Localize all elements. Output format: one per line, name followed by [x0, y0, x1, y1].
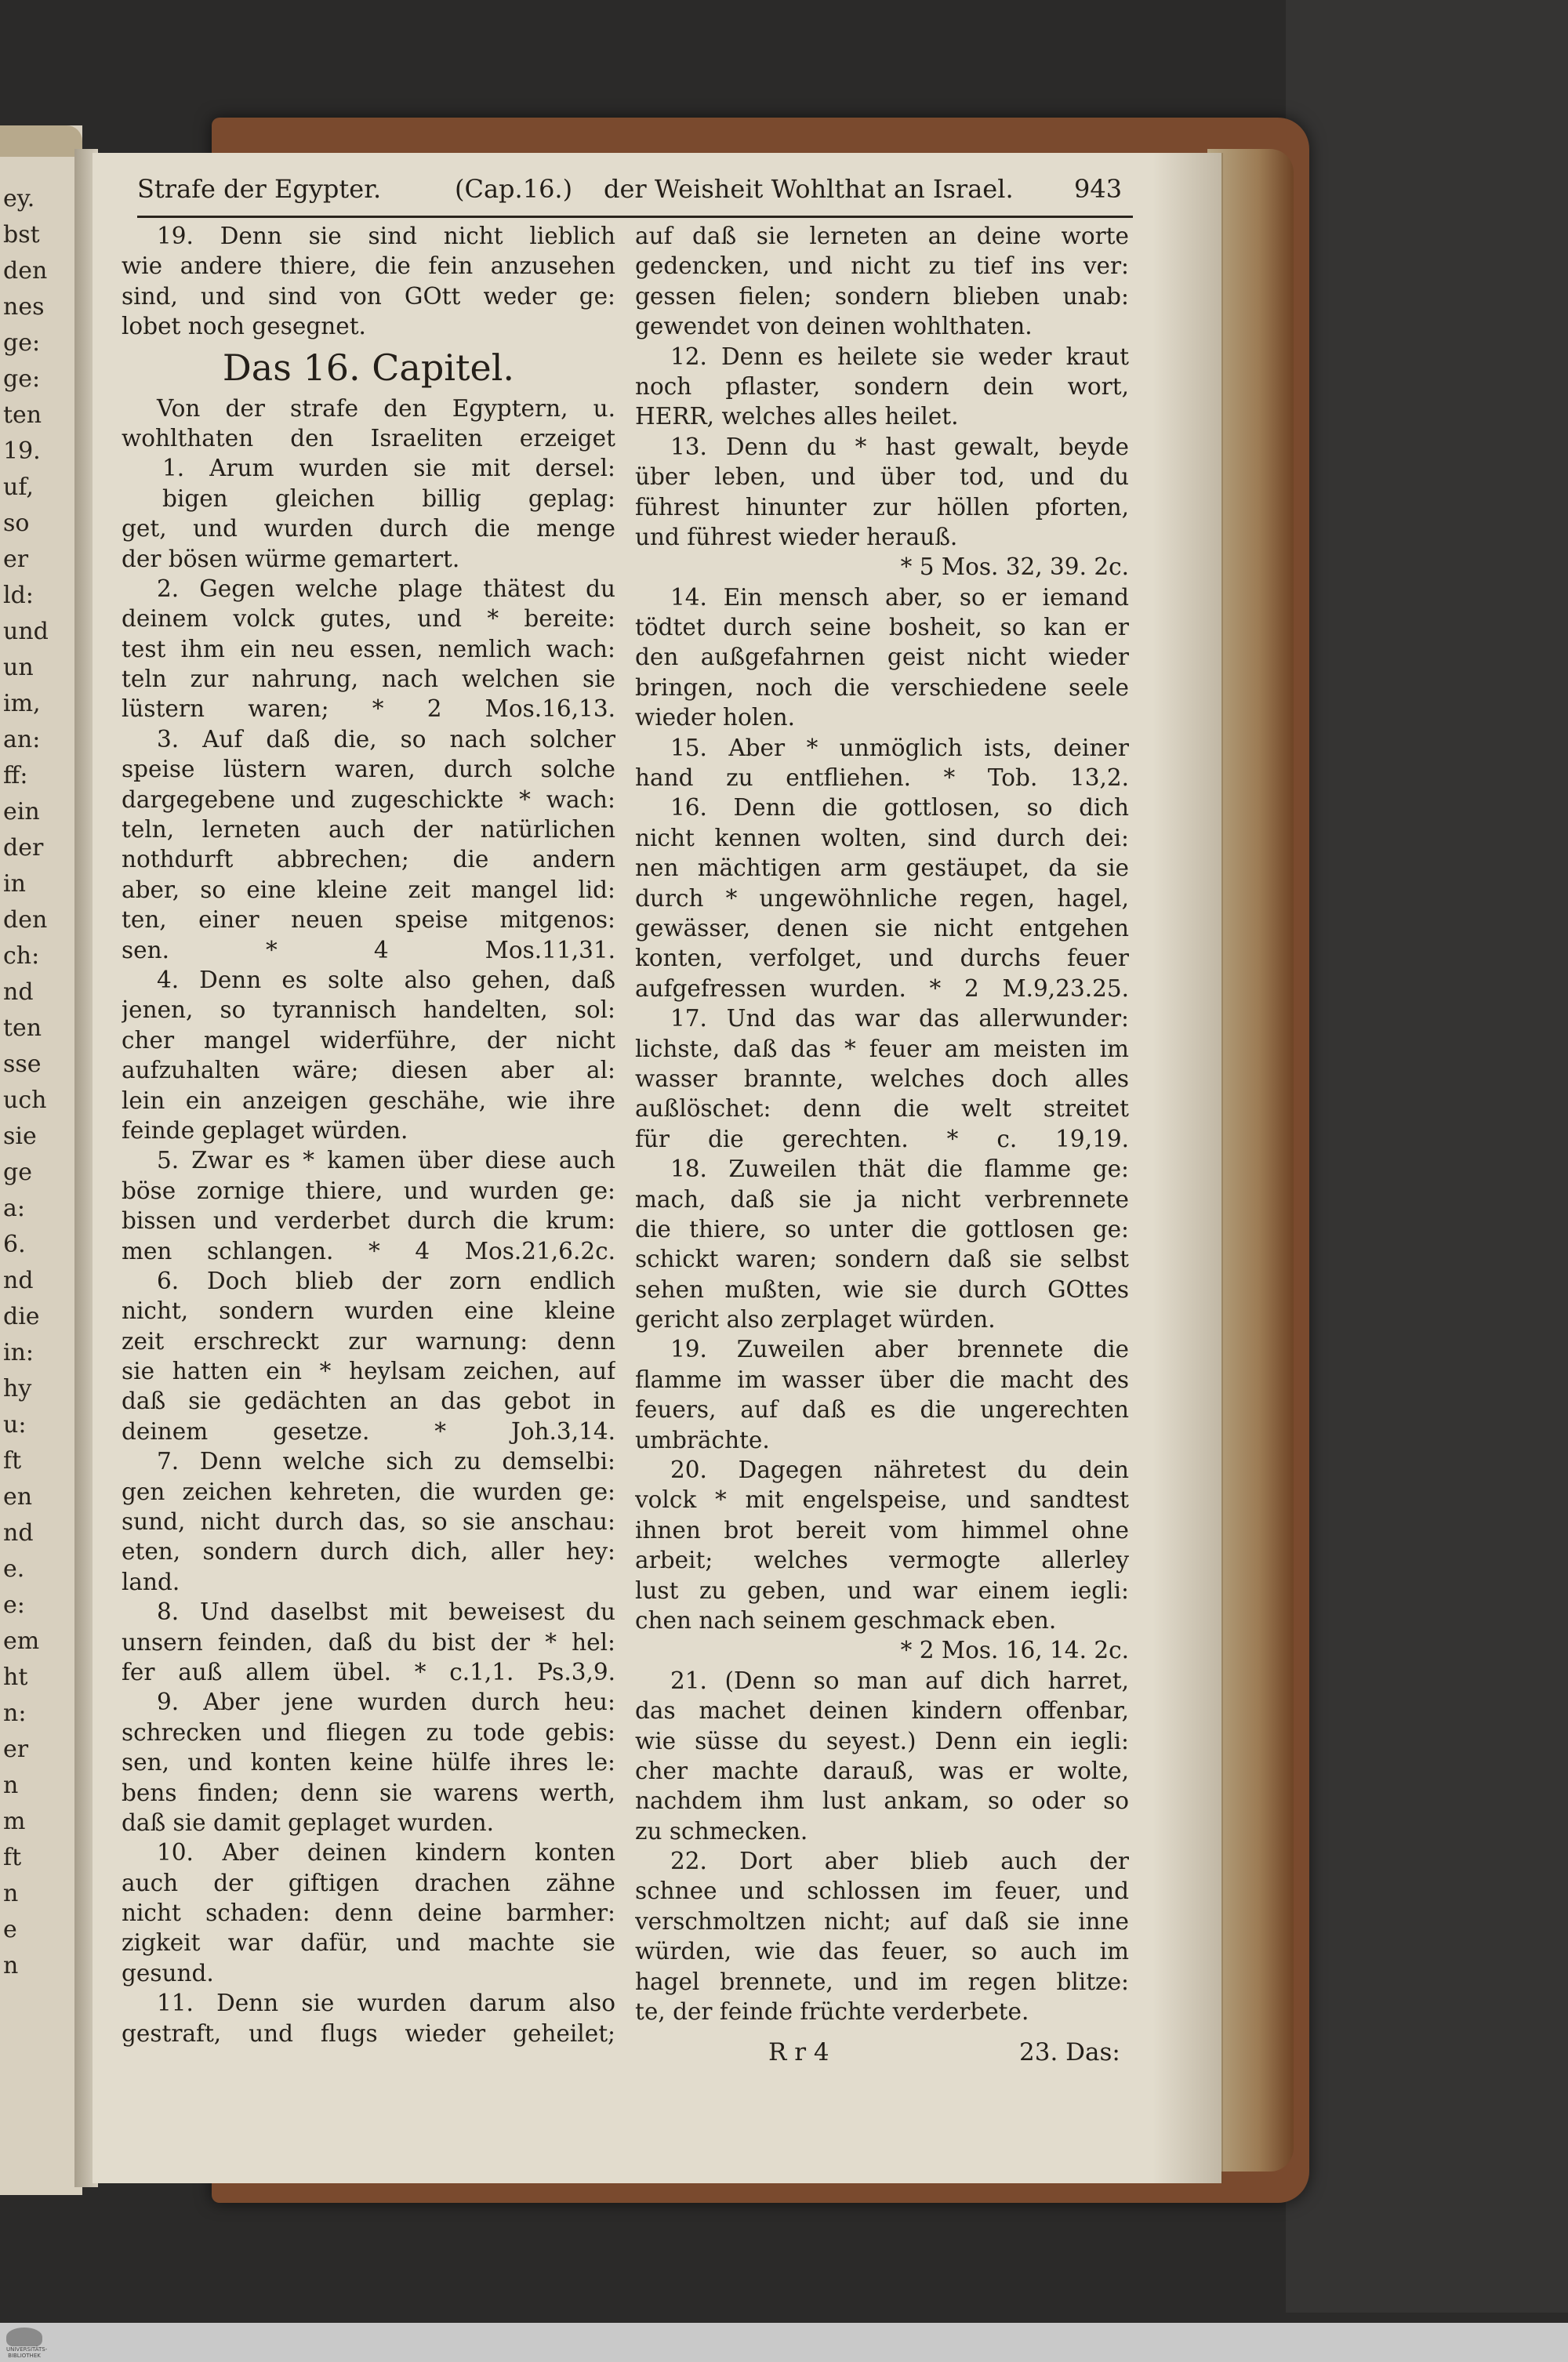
left-page-fragment: ein [3, 798, 40, 825]
left-page-fragment: en [3, 1483, 33, 1511]
text-line: das machet deinen kindern offenbar, [635, 1697, 1129, 1725]
left-page-fragment: und [3, 618, 49, 645]
text-line: deinem volck gutes, und * bereite: [122, 605, 615, 633]
text-line: bissen und verderbet durch die krum: [122, 1207, 615, 1235]
text-line: HERR, welches alles heilet. [635, 403, 959, 430]
text-line: auf daß sie lerneten an deine worte [635, 223, 1129, 249]
left-page-fragment: die [3, 1303, 40, 1330]
text-line: fer auß allem übel. * c.1,1. Ps.3,9. [122, 1658, 615, 1685]
text-line: unsern feinden, daß du bist der * hel: [122, 1628, 615, 1656]
left-page-fragment: ff: [3, 762, 28, 789]
left-page-fragment: n [3, 1772, 19, 1799]
left-page-fragment: ft [3, 1447, 22, 1475]
left-page-fragment: ey. [3, 185, 35, 212]
text-line: sen, und konten keine hülfe ihres le: [122, 1749, 615, 1776]
left-page-fragment: ten [3, 1014, 42, 1042]
text-line: gen zeichen kehreten, die wurden ge: [122, 1478, 615, 1505]
text-line: feuers, auf daß es die ungerechten [635, 1396, 1129, 1424]
text-line: deinem gesetze. * Joh.3,14. [122, 1417, 615, 1445]
right-column [635, 221, 1129, 2026]
left-page-fragment: n: [3, 1700, 27, 1727]
text-line: noch pflaster, sondern dein wort, [635, 372, 1129, 400]
text-line: speise lüstern waren, durch solche [122, 756, 615, 783]
text-line: wie andere thiere, die fein anzusehen [122, 252, 615, 280]
text-line: außlöschet: denn die welt streitet [635, 1095, 1129, 1123]
left-page-fragment: bst [3, 221, 40, 249]
page-number: 943 [1074, 174, 1123, 204]
text-line: für die gerechten. * c. 19,19. [635, 1125, 1129, 1152]
viewer-footer-bar [0, 2323, 1568, 2362]
text-line: tödtet durch seine bosheit, so kan er [635, 614, 1129, 641]
text-line: 3. Auf daß die, so nach solcher [157, 725, 615, 753]
text-line: 19. Zuweilen aber brennete die [670, 1336, 1129, 1363]
left-page-fragment: sse [3, 1050, 42, 1078]
text-line: auch der giftigen drachen zähne [122, 1869, 615, 1896]
text-line: gedencken, und nicht zu tief ins ver: [635, 252, 1129, 280]
text-line: nicht, sondern wurden eine kleine [122, 1297, 615, 1325]
left-page-fragment: ld: [3, 582, 34, 609]
left-page-fragment: er [3, 1736, 29, 1763]
left-page-fragment: uf, [3, 473, 34, 501]
header-right: der Weisheit Wohlthat an Israel. [604, 174, 1014, 204]
running-header [137, 174, 1137, 212]
text-line: 16. Denn die gottlosen, so dich [670, 794, 1129, 822]
text-line: böse zornige thiere, und wurden ge: [122, 1177, 615, 1204]
text-line: Von der strafe den Egyptern, u. [157, 394, 615, 422]
text-line: 18. Zuweilen thät die flamme ge: [670, 1156, 1129, 1183]
text-line: wohlthaten den Israeliten erzeiget [122, 424, 615, 452]
text-line: te, der feinde früchte verderbete. [635, 1998, 1029, 2026]
text-line: der bösen würme gemartert. [122, 545, 460, 572]
text-line: 13. Denn du * hast gewalt, beyde [670, 433, 1129, 460]
text-line: teln, lerneten auch der natürlichen [122, 816, 615, 844]
text-line: lein ein anzeigen geschähe, wie ihre [122, 1087, 615, 1114]
text-line: sind, und sind von GOtt weder ge: [122, 282, 615, 310]
left-page-fragment: 6. [3, 1231, 26, 1258]
text-line: land. [122, 1568, 180, 1595]
text-line: * 2 Mos. 16, 14. 2c. [900, 1637, 1129, 1664]
left-page-fragment: der [3, 834, 44, 862]
left-page-fragment: nes [3, 293, 45, 321]
left-page-fragment: an: [3, 726, 41, 753]
left-page-fragment: e [3, 1916, 17, 1943]
text-line: wie süsse du seyest.) Denn ein iegli: [635, 1727, 1129, 1754]
text-line: lichste, daß das * feuer am meisten im [635, 1035, 1129, 1062]
library-logo [6, 2328, 48, 2359]
text-line: 7. Denn welche sich zu demselbi: [157, 1448, 615, 1475]
left-page-fragment: a: [3, 1195, 25, 1222]
chapter-heading: Das 16. Capitel. [222, 346, 515, 389]
text-line: nachdem ihm lust ankam, so oder so [635, 1787, 1129, 1815]
text-line: und führest wieder herauß. [635, 523, 958, 550]
text-line: jenen, so tyrannisch handelten, sol: [122, 996, 615, 1024]
text-line: ihnen brot bereit vom himmel ohne [635, 1516, 1129, 1544]
left-page-fragment: ge: [3, 329, 41, 357]
left-page-fragment: den [3, 257, 48, 285]
text-line: gestraft, und flugs wieder geheilet; [122, 2019, 615, 2047]
text-line: gewässer, denen sie nicht entgehen [635, 914, 1129, 942]
text-line: sund, nicht durch das, so sie anschau: [122, 1508, 615, 1536]
text-line: 21. (Denn so man auf dich harret, [670, 1667, 1129, 1694]
catchword: 23. Das: [1019, 2038, 1120, 2066]
left-page-fragment: im, [3, 690, 41, 717]
text-line: nicht kennen wolten, sind durch dei: [635, 824, 1129, 851]
text-line: eten, sondern durch dich, aller hey: [122, 1538, 615, 1566]
text-line: lüstern waren; * 2 Mos.16,13. [122, 695, 615, 723]
left-page-fragment: e: [3, 1591, 25, 1619]
text-line: wieder holen. [635, 704, 795, 731]
text-line: ten, einer neuen speise mitgenos: [122, 906, 615, 934]
text-line: den außgefahrnen geist nicht wieder [635, 644, 1129, 671]
text-line: hagel brennete, und im regen blitze: [635, 1968, 1129, 1995]
text-line: hand zu entfliehen. * Tob. 13,2. [635, 764, 1129, 792]
left-page-fragment: nd [3, 978, 34, 1006]
left-page-fragment: un [3, 654, 34, 681]
left-page-fragment: sie [3, 1123, 37, 1150]
headband [0, 125, 82, 157]
text-line: cher machte darauß, was er wolte, [635, 1757, 1129, 1784]
left-page-fragment: uch [3, 1087, 47, 1114]
text-line: gewendet von deinen wohlthaten. [635, 313, 1033, 340]
text-line: 20. Dagegen nähretest du dein [670, 1457, 1129, 1484]
text-line: nicht schaden: denn deine barmher: [122, 1899, 615, 1927]
text-line: schnee und schlossen im feuer, und [635, 1878, 1129, 1905]
text-line: sen. * 4 Mos.11,31. [122, 936, 615, 963]
text-line: * 5 Mos. 32, 39. 2c. [900, 553, 1129, 581]
left-page-fragment: 19. [3, 437, 41, 465]
left-page-fragment: n [3, 1952, 19, 1979]
left-page-fragment: in [3, 870, 26, 898]
text-line: cher mangel widerführe, der nicht [122, 1026, 615, 1054]
text-line: bigen gleichen billig geplag: [162, 484, 615, 512]
left-page-fragment: em [3, 1627, 40, 1655]
text-line: 10. Aber deinen kindern konten [157, 1839, 615, 1867]
page-shadow [1152, 153, 1223, 2183]
header-left: Strafe der Egypter. [137, 174, 382, 204]
text-line: test ihm ein neu essen, nemlich wach: [122, 635, 615, 662]
left-page-fragment: den [3, 906, 48, 934]
text-line: 14. Ein mensch aber, so er iemand [670, 583, 1129, 611]
text-line: daß sie gedächten an das gebot in [122, 1388, 615, 1415]
text-line: führest hinunter zur höllen pforten, [635, 493, 1129, 521]
left-page-fragment: ht [3, 1664, 28, 1691]
text-line: mach, daß sie ja nicht verbrennete [635, 1185, 1129, 1213]
text-line: zu schmecken. [635, 1817, 808, 1845]
left-column [122, 221, 615, 2048]
text-line: flamme im wasser über die macht des [635, 1366, 1129, 1393]
text-line: dargegebene und zugeschickte * wach: [122, 786, 615, 813]
text-line: feinde geplaget würden. [122, 1116, 408, 1144]
text-line: aber, so eine kleine zeit mangel lid: [122, 876, 615, 903]
text-line: zeit erschreckt zur warnung: denn [122, 1327, 615, 1355]
text-line: würden, wie das feuer, so auch im [635, 1938, 1129, 1965]
left-page-fragment: m [3, 1808, 26, 1835]
text-line: schickt waren; sondern daß sie selbst [635, 1246, 1129, 1273]
text-line: 15. Aber * unmöglich ists, deiner [670, 734, 1129, 761]
left-page-fragment: er [3, 546, 29, 573]
text-line: nothdurft abbrechen; die andern [122, 846, 615, 873]
text-line: 19. Denn sie sind nicht lieblich [157, 223, 615, 249]
left-page-fragment: ft [3, 1844, 22, 1871]
left-page-fragment: in: [3, 1339, 34, 1366]
text-line: nen mächtigen arm gestäupet, da sie [635, 854, 1129, 882]
left-page-fragment: n [3, 1880, 19, 1907]
text-line: 2. Gegen welche plage thätest du [157, 575, 615, 602]
text-line: chen nach seinem geschmack eben. [635, 1606, 1057, 1634]
text-line: durch * ungewöhnliche regen, hagel, [635, 884, 1129, 912]
background-dark [1286, 0, 1568, 2313]
text-line: daß sie damit geplaget wurden. [122, 1809, 494, 1836]
left-page-fragment: so [3, 510, 30, 537]
text-line: 5. Zwar es * kamen über diese auch [157, 1147, 615, 1174]
text-line: 8. Und daselbst mit beweisest du [157, 1598, 615, 1626]
left-page-fragment: ge: [3, 365, 41, 393]
text-line: 22. Dort aber blieb auch der [670, 1848, 1129, 1875]
left-page-fragment: e. [3, 1555, 25, 1583]
text-line: gesund. [122, 1959, 214, 1986]
text-line: aufzuhalten wäre; diesen aber al: [122, 1057, 615, 1084]
text-line: sehen mußten, wie sie durch GOttes [635, 1275, 1129, 1303]
left-page-fragment: nd [3, 1519, 34, 1547]
text-line: über leben, und über tod, und du [635, 463, 1129, 491]
text-line: bens finden; denn sie warens werth, [122, 1779, 615, 1806]
logo-mark-icon [6, 2328, 42, 2346]
text-line: 9. Aber jene wurden durch heu: [157, 1689, 615, 1716]
text-line: 11. Denn sie wurden darum also [157, 1990, 615, 2017]
text-line: sie hatten ein * heylsam zeichen, auf [122, 1358, 615, 1385]
left-page-fragment: ten [3, 401, 42, 429]
left-page-fragment: ge [3, 1159, 32, 1186]
text-line: schrecken und fliegen zu tode gebis: [122, 1718, 615, 1746]
left-page-fragment: u: [3, 1411, 27, 1439]
text-line: die thiere, so unter die gottlosen ge: [635, 1215, 1129, 1243]
left-page-fragment: ch: [3, 942, 40, 970]
text-line: lobet noch gesegnet. [122, 313, 366, 340]
header-chapter: (Cap.16.) [455, 174, 573, 204]
text-line: gessen fielen; sondern blieben unab: [635, 282, 1129, 310]
text-line: aufgefressen wurden. * 2 M.9,23.25. [635, 974, 1129, 1002]
text-line: umbrächte. [635, 1426, 770, 1453]
left-page-fragment: hy [3, 1375, 32, 1402]
header-rule [137, 216, 1133, 218]
text-line: bringen, noch die verschiedene seele [635, 673, 1129, 701]
text-line: 4. Denn es solte also gehen, daß [157, 966, 615, 993]
left-page-fragment: nd [3, 1267, 34, 1294]
text-line: 17. Und das war das allerwunder: [670, 1005, 1129, 1032]
signature-mark: R r 4 [768, 2038, 829, 2066]
text-line: 12. Denn es heilete sie weder kraut [670, 343, 1129, 370]
text-line: konten, verfolget, und durchs feuer [635, 945, 1129, 972]
logo-text: UNIVERSITÄTS- BIBLIOTHEK [6, 2346, 48, 2359]
text-line: wasser brannte, welches doch alles [635, 1065, 1129, 1092]
text-line: zigkeit war dafür, und machte sie [122, 1929, 615, 1957]
text-line: get, und wurden durch die menge [122, 515, 615, 542]
text-line: 6. Doch blieb der zorn endlich [157, 1267, 615, 1294]
text-line: arbeit; welches vermogte allerley [635, 1547, 1129, 1574]
text-line: lust zu geben, und war einem iegli: [635, 1576, 1129, 1604]
text-line: gericht also zerplaget würden. [635, 1306, 996, 1333]
text-line: men schlangen. * 4 Mos.21,6.2c. [122, 1237, 615, 1264]
text-line: 1. Arum wurden sie mit dersel: [162, 455, 615, 482]
text-line: volck * mit engelspeise, und sandtest [635, 1486, 1129, 1514]
text-line: teln zur nahrung, nach welchen sie [122, 666, 615, 693]
text-line: verschmoltzen nicht; auf daß sie inne [635, 1907, 1129, 1935]
